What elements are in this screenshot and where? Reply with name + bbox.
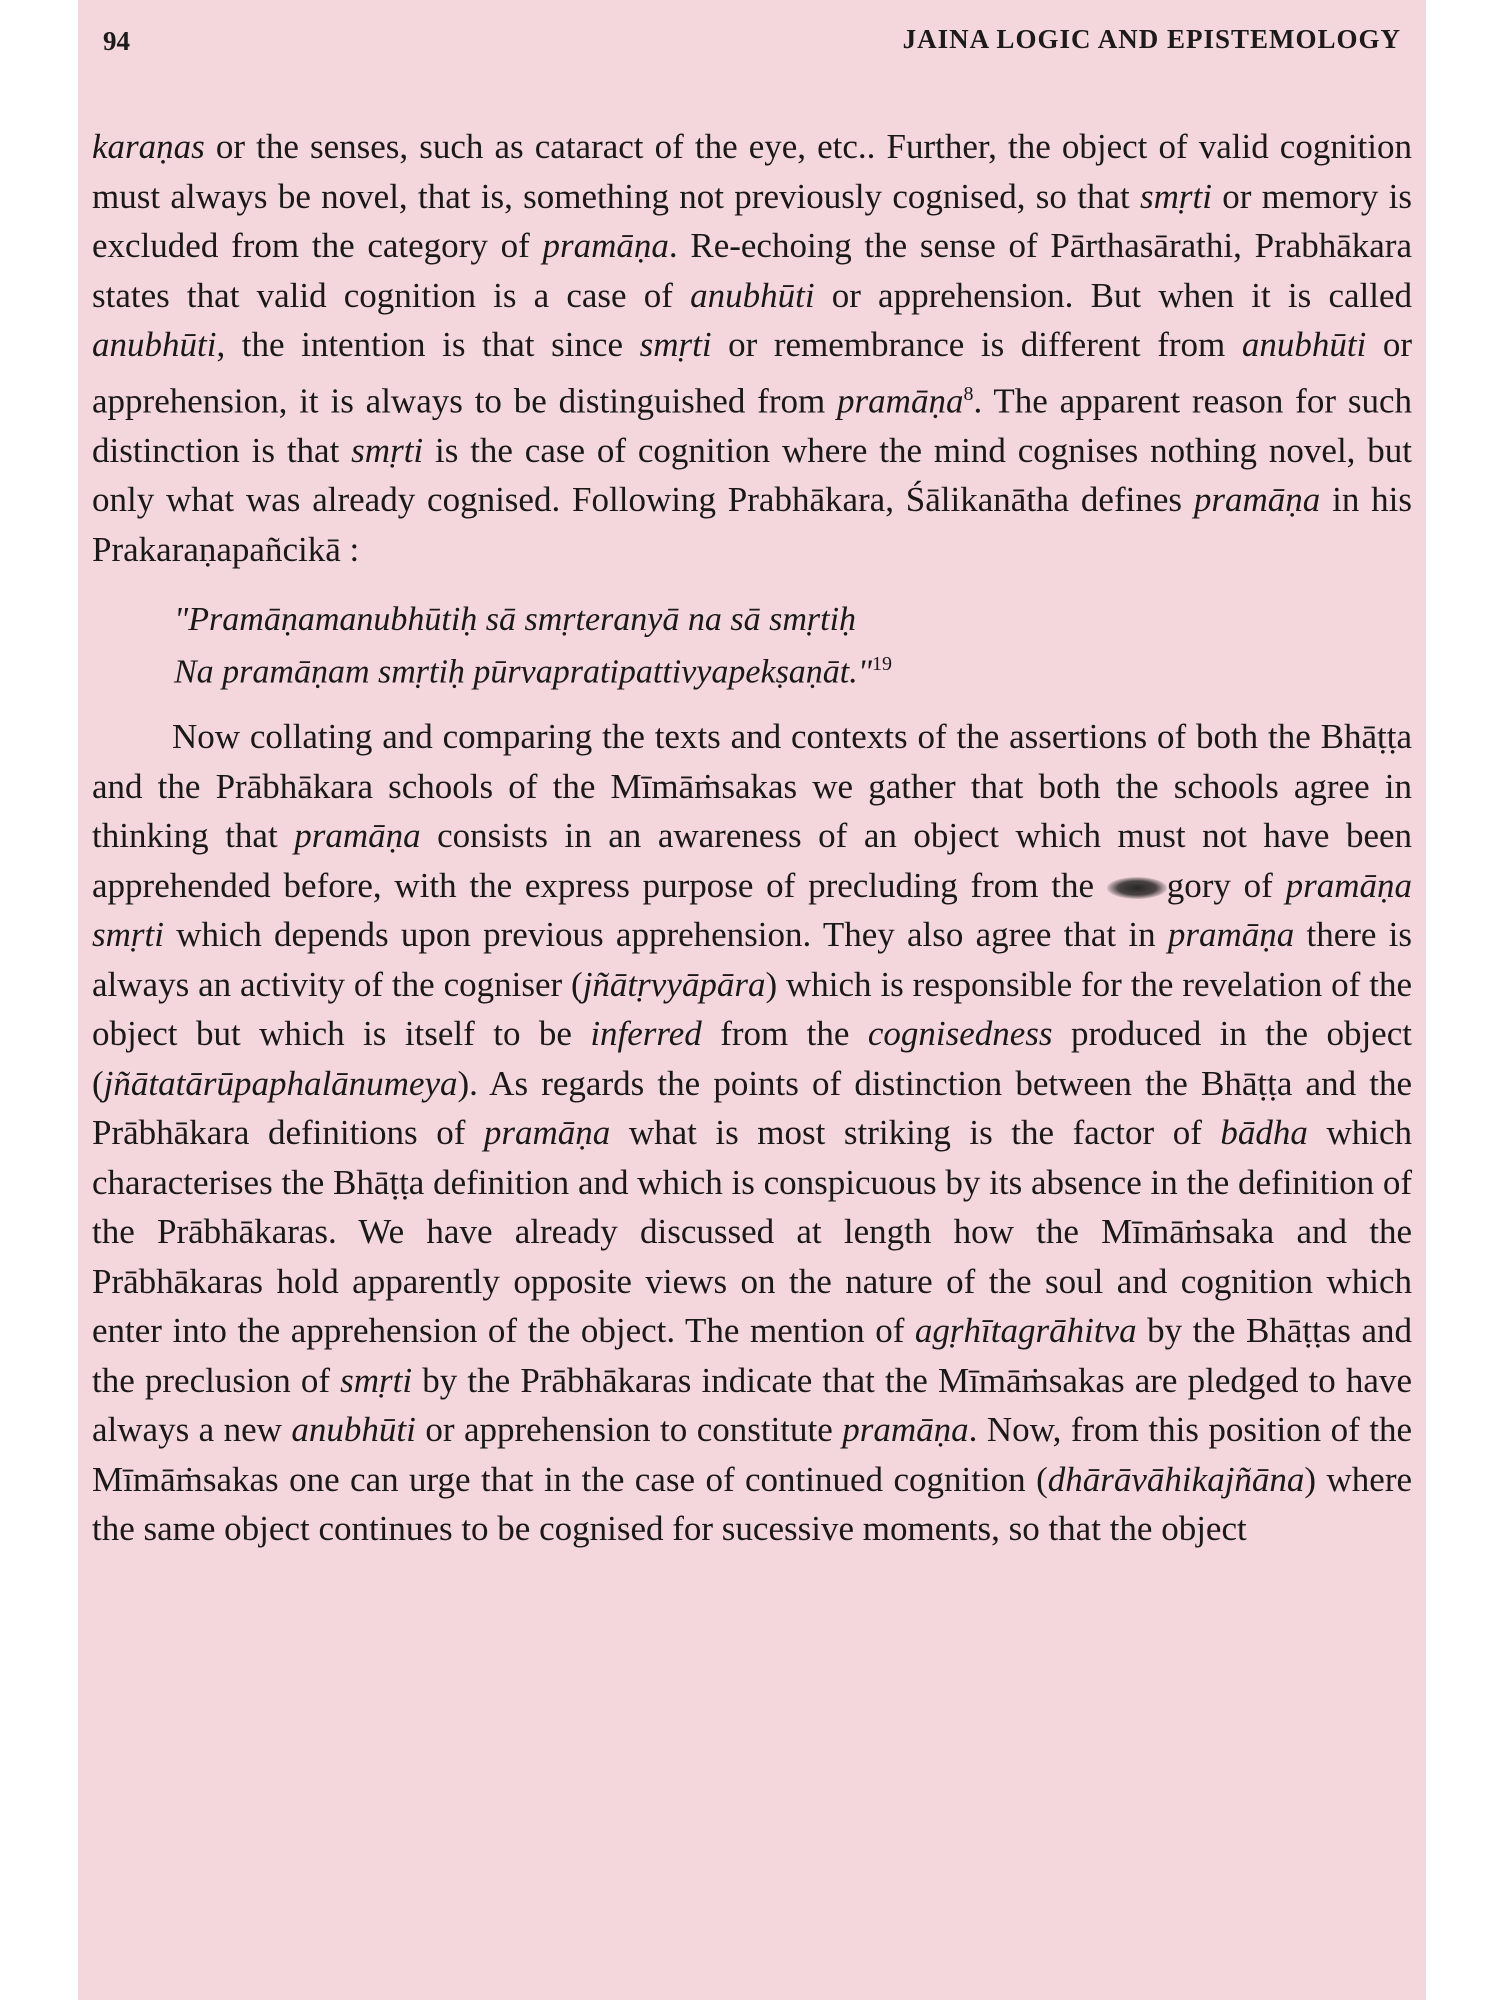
italic-term: pramāṇa: [1193, 480, 1321, 520]
italic-term: karaṇas: [92, 127, 205, 166]
text-run: or the senses, such as cataract of the eye, etc.. Further, the object of valid cognition must always be novel, that is, something not previously cognised, so that: [92, 127, 1412, 216]
footnote-ref: 19: [872, 653, 893, 676]
italic-term: pramāṇa smṛti: [92, 865, 1412, 955]
italic-term: jñātatārūpaphalānumeya: [103, 1063, 458, 1103]
text-run: which depends upon previous apprehension. They also agree that in: [163, 915, 1168, 955]
italic-term: jñātṛvyāpāra: [582, 964, 766, 1004]
italic-term: smṛti: [351, 430, 424, 470]
italic-term: pramāṇa: [842, 1410, 969, 1450]
text-run: by the Bhāṭṭas and the preclusion of: [92, 1311, 1412, 1400]
text-run: . Re-echoing the sense of Pārthasārathi, Prabhākara states that valid cognition is a case of: [92, 226, 1412, 315]
text-run: Now collating and comparing the texts and contexts of the assertions of both the Bhāṭṭa and the Prābhākara schools of the Mīmāṁsakas we gather that both the schools agree in thinking that: [92, 717, 1412, 856]
text-run: produced in the object (: [92, 1014, 1412, 1103]
italic-term: bādha: [1220, 1113, 1308, 1153]
italic-term: pramāṇa: [294, 816, 421, 856]
text-run: or remembrance is different from: [711, 325, 1242, 364]
paragraph-continuation: [92, 122, 1412, 574]
book-page: [78, 0, 1426, 2000]
text-run: gory of: [1166, 865, 1286, 905]
italic-term: smṛti: [639, 325, 712, 364]
italic-term: anubhūti: [92, 325, 217, 364]
text-run: , the intention is that since: [216, 325, 640, 364]
ink-smudge: [1107, 877, 1167, 899]
body-text: [92, 122, 1412, 1554]
italic-term: pramāṇa: [837, 381, 964, 421]
page-header: [103, 22, 1401, 62]
italic-term: pramāṇa: [542, 226, 669, 265]
text-run: or apprehension, it is always to be distinguished from: [92, 325, 1412, 421]
text-run: consists in an awareness of an object which must not have been apprehended before, with the express purpose of precluding from the: [92, 816, 1413, 905]
text-run: . The apparent reason for such distinction is that: [92, 381, 1412, 470]
footnote-ref: 8: [963, 382, 974, 405]
verse-quotation: [92, 598, 1412, 694]
text-run: ). As regards the points of distinction between the Bhāṭṭa and the Prābhākara definitions of: [92, 1063, 1412, 1153]
italic-term: smṛti: [1140, 176, 1212, 216]
text-run: or apprehension. But when it is called: [814, 275, 1412, 315]
text-run: ) which is responsible for the revelation of the object but which is itself to be: [92, 964, 1412, 1054]
text-run: by the Prābhākaras indicate that the Mīmāṁsakas are pledged to have always a new: [92, 1360, 1412, 1450]
verse-line-2: [174, 642, 1412, 694]
text-run: is the case of cognition where the mind cognises nothing novel, but only what was already cognised. Following Prabhākara, Śālikanātha defines: [92, 430, 1412, 520]
running-head: JAINA LOGIC AND EPISTEMOLOGY: [902, 24, 1401, 54]
italic-term: cognisedness: [867, 1014, 1053, 1054]
verse-line-2-text: Na pramāṇam smṛtiḥ pūrvapratipattivyapekṣaṇāt.": [174, 653, 873, 691]
text-run: ) where the same object continues to be cognised for sucessive moments, so that the object: [92, 1459, 1413, 1549]
italic-term: inferred: [590, 1014, 702, 1054]
text-run: in his Prakaraṇapañcikā :: [92, 480, 1413, 569]
text-run: or apprehension to constitute: [415, 1410, 843, 1450]
text-run: or memory is excluded from the category of: [92, 176, 1412, 265]
text-run: there is always an activity of the cogniser (: [92, 915, 1413, 1004]
italic-term: pramāṇa: [1167, 915, 1295, 955]
italic-term: smṛti: [340, 1360, 413, 1400]
text-run: from the: [701, 1014, 868, 1054]
paragraph-main: [92, 712, 1412, 1554]
text-run: which characterises the Bhāṭṭa definition and which is conspicuous by its absence in the definition of the Prābhākaras. We have already discussed at length how the Mīmāṁsaka and the Prābhākaras hold apparently opposite views on the nature of the soul and cognition which enter into the apprehension of the object. The mention of: [92, 1113, 1412, 1351]
italic-term: anubhūti: [291, 1410, 416, 1450]
verse-line-1: "Pramāṇamanubhūtiḥ sā smṛteranyā na sā smṛtiḥ: [174, 601, 857, 639]
italic-term: agṛhītagrāhitva: [914, 1311, 1137, 1351]
italic-term: dhārāvāhikajñāna: [1047, 1459, 1305, 1499]
text-run: . Now, from this position of the Mīmāṁsakas one can urge that in the case of continued cognition (: [92, 1410, 1412, 1499]
italic-term: pramāṇa: [483, 1113, 611, 1153]
italic-term: anubhūti: [1241, 325, 1367, 364]
italic-term: anubhūti: [690, 275, 815, 315]
text-run: what is most striking is the factor of: [610, 1113, 1221, 1153]
page-number: 94: [103, 26, 130, 56]
